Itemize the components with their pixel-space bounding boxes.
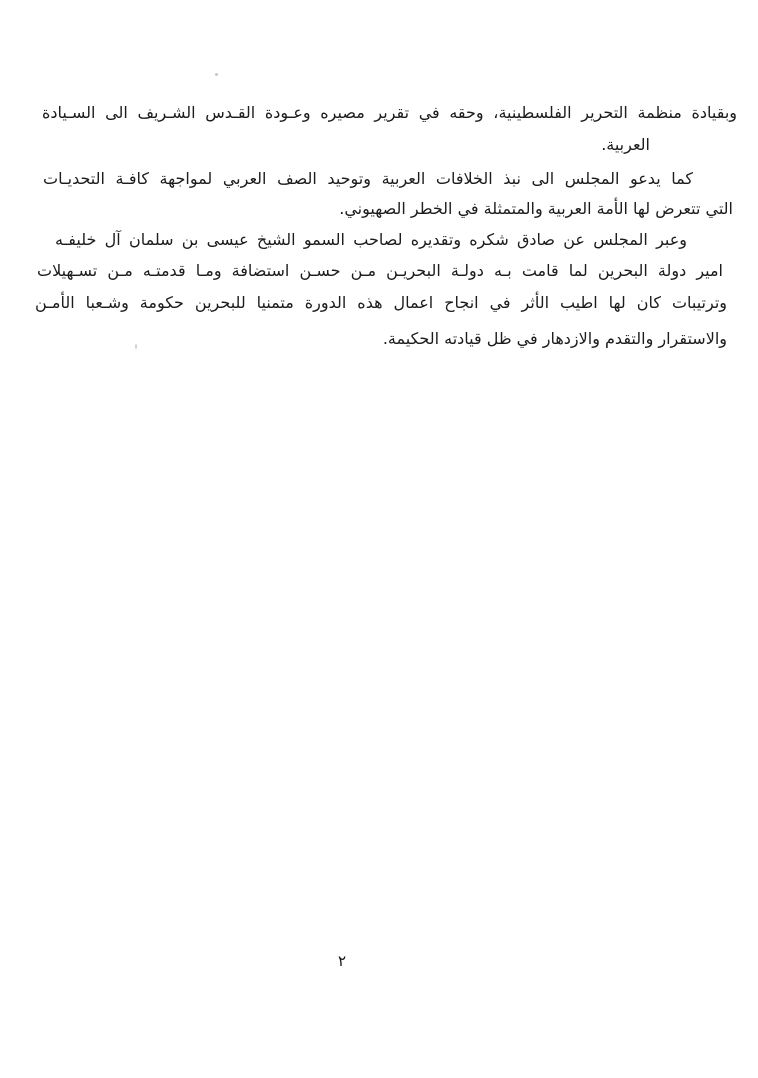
scan-artifact-dot bbox=[135, 344, 137, 349]
text-line: وترتيبات كان لها اطيب الأثر في انجاح اعمال هذه الدورة متمنيا للبحرين حكومة وشـعبا الأمـن bbox=[35, 293, 727, 312]
text-line: وبقيادة منظمة التحرير الفلسطينية، وحقه في تقرير مصيره وعـودة القـدس الشـريف الى السـيادة bbox=[42, 103, 737, 122]
text-line: وعبر المجلس عن صادق شكره وتقديره لصاحب السمو الشيخ عيسى بن سلمان آل خليفـه bbox=[55, 230, 687, 249]
text-line: العربية. bbox=[601, 135, 650, 154]
scan-artifact-dot bbox=[215, 73, 218, 76]
text-line: امير دولة البحرين لما قامت بـه دولـة البحريـن مـن حسـن استضافة ومـا قدمتـه مـن تسـهيلات bbox=[37, 261, 723, 280]
text-line: والاستقرار والتقدم والازدهار في ظل قيادته الحكيمة. bbox=[382, 329, 727, 348]
page-number: ٢ bbox=[337, 952, 347, 970]
text-line: كما يدعو المجلس الى نبذ الخلافات العربية وتوحيد الصف العربي لمواجهة كافـة التحديـات bbox=[43, 169, 693, 188]
text-line: التي تتعرض لها الأمة العربية والمتمثلة في الخطر الصهيوني. bbox=[339, 199, 733, 218]
